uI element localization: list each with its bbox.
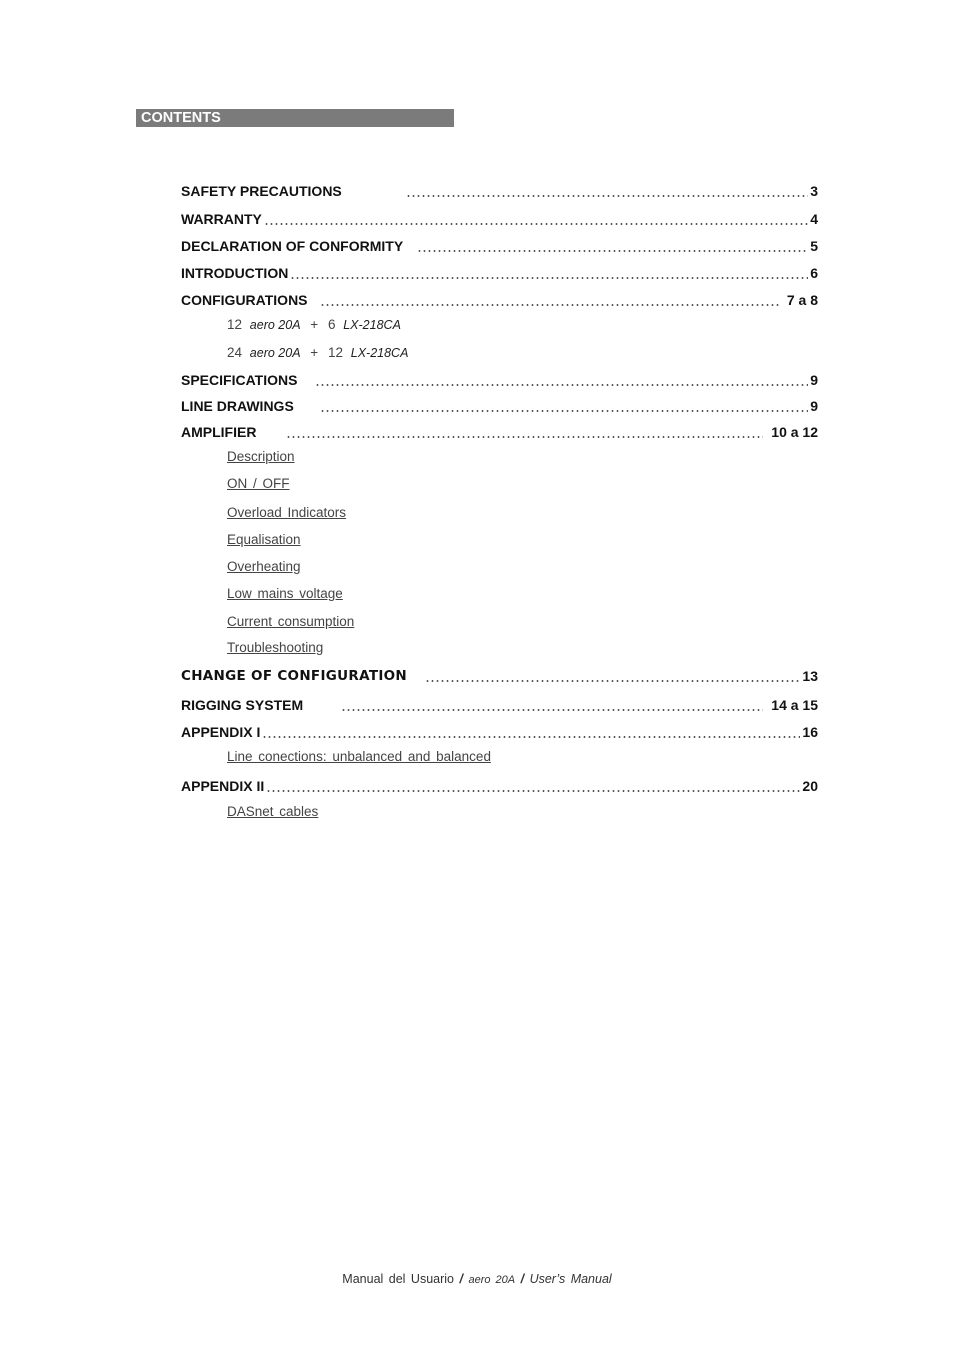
toc-title: CHANGE OF CONFIGURATION: [181, 668, 408, 684]
toc-page: 5: [810, 238, 818, 254]
toc-link[interactable]: Current consumption: [227, 614, 355, 629]
toc-entry-appendix-i[interactable]: [181, 721, 818, 741]
toc-subitem-description[interactable]: [227, 448, 295, 466]
toc-link[interactable]: Overload Indicators: [227, 505, 347, 520]
leader-dots: [262, 736, 800, 738]
toc-subitem-low-mains-voltage[interactable]: [227, 585, 343, 603]
config-line-2: [227, 344, 414, 362]
toc-page: 10 a 12: [771, 424, 818, 440]
toc-title: SPECIFICATIONS: [181, 372, 298, 388]
page-footer: [0, 1272, 954, 1286]
leader-dots: [315, 384, 808, 386]
toc-title: SAFETY PRECAUTIONS: [181, 183, 342, 199]
footer-separator: /: [459, 1272, 463, 1286]
toc-title: DECLARATION OF CONFORMITY: [181, 238, 404, 254]
footer-model: aero 20A: [468, 1274, 516, 1286]
toc-entry-line-drawings[interactable]: [181, 395, 818, 415]
leader-dots: [341, 709, 763, 711]
toc-link[interactable]: Description: [227, 449, 295, 464]
toc-page: 14 a 15: [771, 697, 818, 713]
toc-title: APPENDIX I: [181, 724, 261, 740]
toc-link[interactable]: Troubleshooting: [227, 640, 324, 655]
config-model: LX-218CA: [350, 346, 409, 360]
toc-subitem-current-consumption[interactable]: [227, 613, 354, 631]
contents-header: CONTENTS: [136, 109, 454, 127]
config-quantity: 12: [227, 317, 243, 332]
config-quantity: 6: [327, 317, 336, 332]
toc-link[interactable]: Low mains voltage: [227, 586, 343, 601]
toc-title: AMPLIFIER: [181, 424, 257, 440]
leader-dots: [264, 223, 808, 225]
toc-link[interactable]: Line conections: unbalanced and balanced: [227, 749, 491, 764]
toc-entry-declaration[interactable]: [181, 235, 818, 255]
toc-page: 13: [802, 668, 818, 684]
toc-entry-safety[interactable]: [181, 180, 818, 200]
toc-entry-amplifier[interactable]: [181, 421, 818, 441]
config-plus: +: [310, 317, 319, 332]
toc-title: RIGGING SYSTEM: [181, 697, 304, 713]
toc-entry-configurations[interactable]: [181, 289, 818, 309]
leader-dots: [425, 680, 800, 682]
toc-subitem-dasnet-cables[interactable]: [227, 803, 318, 821]
toc-subitem-overload-indicators[interactable]: [227, 504, 346, 522]
toc-page: 9: [810, 398, 818, 414]
leader-dots: [266, 790, 800, 792]
config-model: LX-218CA: [343, 318, 401, 332]
toc-link[interactable]: Equalisation: [227, 532, 301, 547]
toc-title: CONFIGURATIONS: [181, 292, 308, 308]
toc-entry-rigging-system[interactable]: [181, 694, 818, 714]
toc-link[interactable]: Overheating: [227, 559, 301, 574]
toc-subitem-troubleshooting[interactable]: [227, 639, 323, 657]
leader-dots: [320, 304, 779, 306]
toc-link[interactable]: ON / OFF: [227, 476, 290, 491]
leader-dots: [417, 250, 808, 252]
config-line-1: [227, 316, 407, 334]
leader-dots: [290, 277, 808, 279]
toc-title: LINE DRAWINGS: [181, 398, 294, 414]
toc-title: WARRANTY: [181, 211, 262, 227]
toc-subitem-equalisation[interactable]: [227, 531, 301, 549]
toc-subitem-overheating[interactable]: [227, 558, 301, 576]
toc-link[interactable]: DASnet cables: [227, 804, 319, 819]
toc-subitem-line-connections[interactable]: [227, 748, 491, 766]
footer-separator: /: [520, 1272, 525, 1286]
toc-title: APPENDIX II: [181, 778, 265, 794]
config-model: aero 20A: [249, 318, 301, 332]
config-quantity: 12: [327, 345, 343, 360]
toc-page: 9: [810, 372, 818, 388]
footer-spanish-title: Manual del Usuario: [342, 1272, 454, 1286]
toc-page: 3: [810, 183, 818, 199]
leader-dots: [406, 195, 808, 197]
leader-dots: [320, 410, 808, 412]
toc-entry-warranty[interactable]: [181, 208, 818, 228]
toc-entry-introduction[interactable]: [181, 262, 818, 282]
toc-page: 16: [802, 724, 818, 740]
toc-page: 7 a 8: [786, 292, 818, 308]
toc-subitem-on-off[interactable]: [227, 475, 290, 493]
toc-entry-change-of-configuration[interactable]: [181, 665, 818, 685]
leader-dots: [286, 436, 763, 438]
toc-entry-appendix-ii[interactable]: [181, 775, 818, 795]
config-model: aero 20A: [249, 346, 301, 360]
toc-page: 4: [810, 211, 818, 227]
config-plus: +: [310, 345, 319, 360]
config-quantity: 24: [227, 345, 243, 360]
toc-page: 20: [802, 778, 818, 794]
toc-title: INTRODUCTION: [181, 265, 289, 281]
toc-entry-specifications[interactable]: [181, 369, 818, 389]
toc-page: 6: [810, 265, 818, 281]
footer-english-title: User’s Manual: [529, 1272, 612, 1286]
